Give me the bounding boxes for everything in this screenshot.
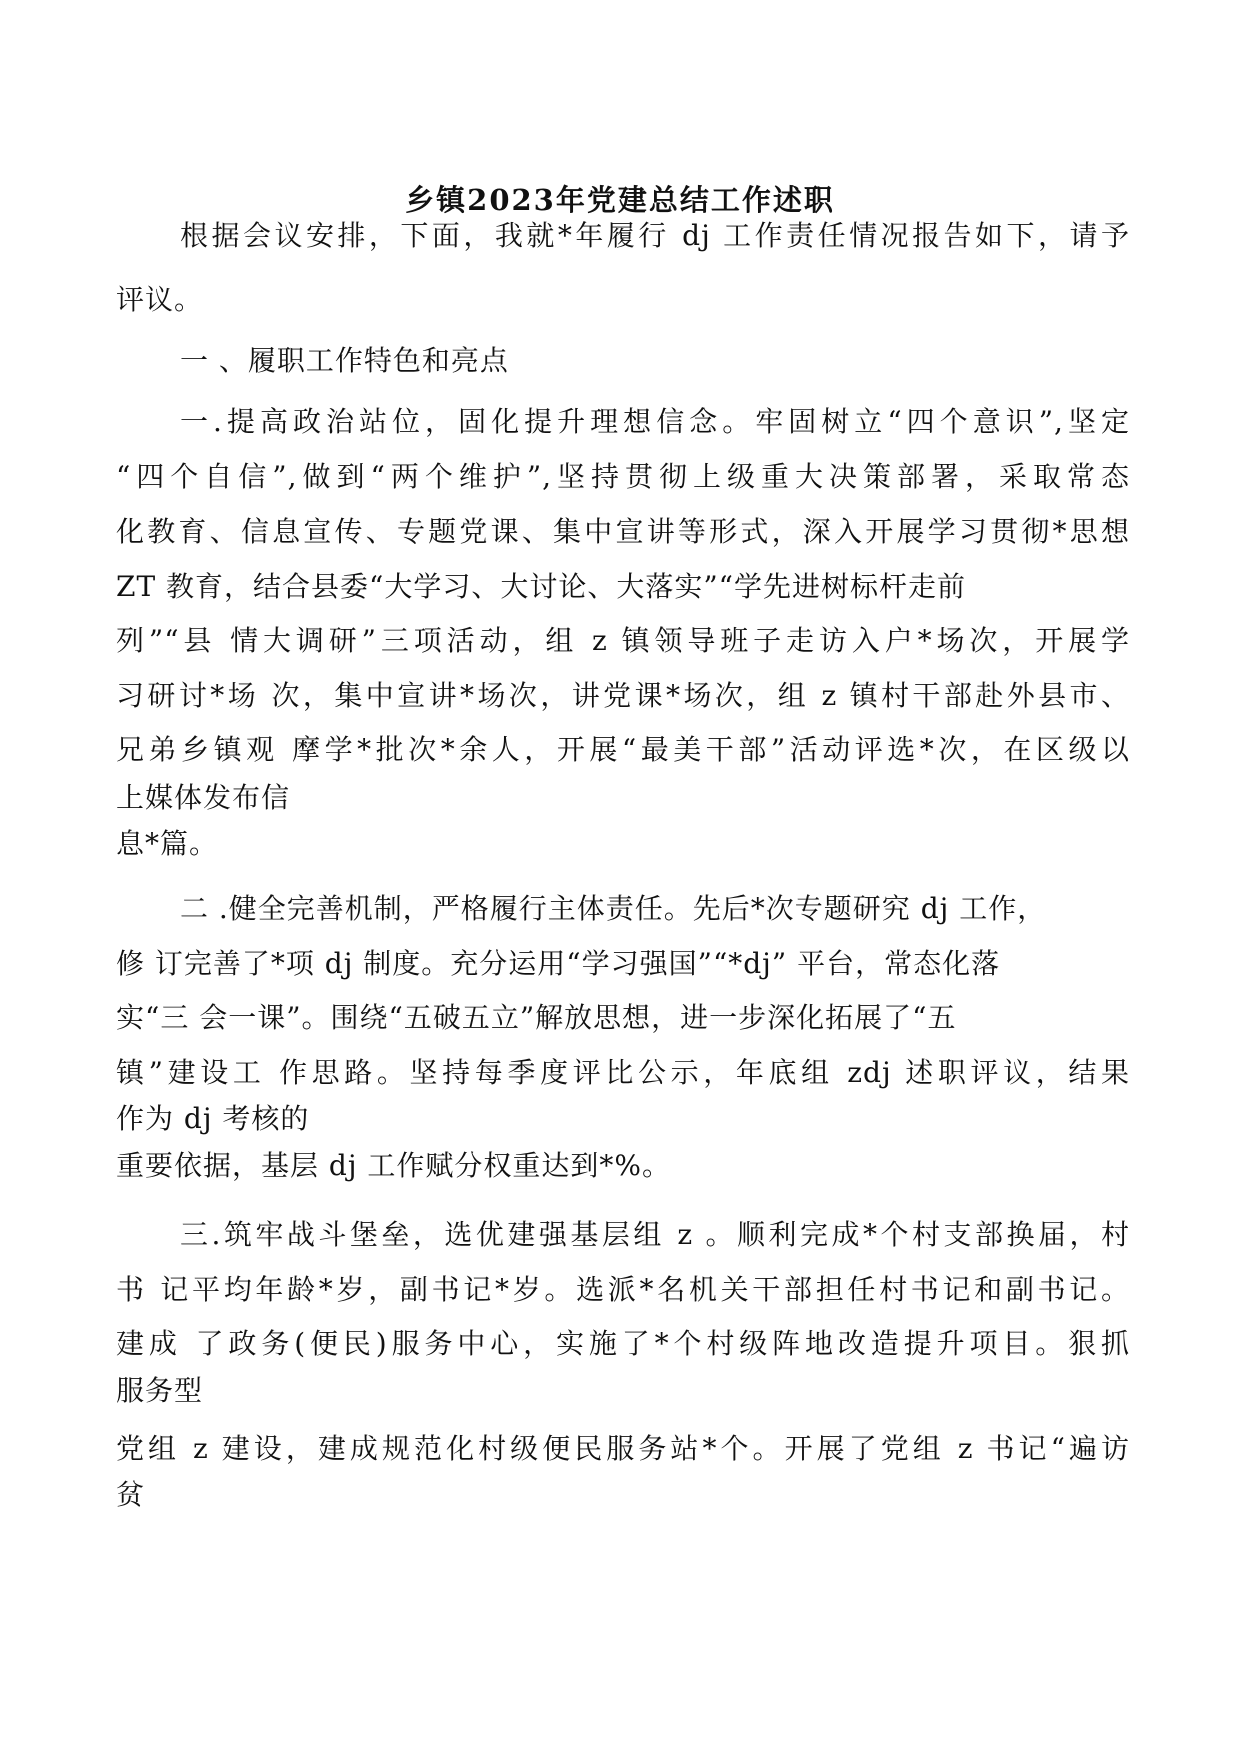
paragraph-line: 镇”建设工 作思路。坚持每季度评比公示，年底组 zdj 述职评议，结果 (116, 1056, 1130, 1089)
paragraph-line: 重要依据，基层 dj 工作赋分权重达到*%。 (116, 1149, 672, 1182)
paragraph-line: 习研讨*场 次，集中宣讲*场次，讲党课*场次，组 z 镇村干部赴外县市、 (116, 679, 1130, 712)
paragraph-line: 一.提高政治站位，固化提升理想信念。牢固树立“四个意识”,坚定 (180, 405, 1130, 438)
paragraph-line: 上媒体发布信 (116, 781, 291, 814)
paragraph-line: 息*篇。 (116, 827, 219, 860)
paragraph-line: 建成 了政务(便民)服务中心，实施了*个村级阵地改造提升项目。狠抓 (116, 1327, 1130, 1360)
paragraph-line: ZT 教育，结合县委“大学习、大讨论、大落实”“学先进树标杆走前 (116, 570, 966, 603)
document-title: 乡镇2023年党建总结工作述职 (405, 183, 835, 217)
paragraph-line: 根据会议安排，下面，我就*年履行 dj 工作责任情况报告如下，请予 (180, 219, 1130, 252)
paragraph-line: 书 记平均年龄*岁，副书记*岁。选派*名机关干部担任村书记和副书记。 (116, 1273, 1130, 1306)
paragraph-line: 三.筑牢战斗堡垒，选优建强基层组 z 。顺利完成*个村支部换届，村 (180, 1218, 1130, 1251)
paragraph-line: 作为 dj 考核的 (116, 1102, 310, 1135)
paragraph-line: 党组 z 建设，建成规范化村级便民服务站*个。开展了党组 z 书记“遍访 (116, 1432, 1130, 1465)
paragraph-line: 修 订完善了*项 dj 制度。充分运用“学习强国”“*dj” 平台，常态化落 (116, 947, 1001, 980)
paragraph-line: 评议。 (116, 283, 204, 316)
paragraph-line: “四个自信”,做到“两个维护”,坚持贯彻上级重大决策部署，采取常态 (116, 460, 1130, 493)
paragraph-line: 化教育、信息宣传、专题党课、集中宣讲等形式，深入开展学习贯彻*思想 (116, 515, 1130, 548)
paragraph-line: 服务型 (116, 1374, 204, 1407)
paragraph-line: 实“三 会一课”。围绕“五破五立”解放思想，进一步深化拓展了“五 (116, 1001, 957, 1034)
paragraph-line: 兄弟乡镇观 摩学*批次*余人，开展“最美干部”活动评选*次，在区级以 (116, 733, 1130, 766)
paragraph-line: 二 .健全完善机制，严格履行主体责任。先后*次专题研究 dj 工作， (180, 892, 1047, 925)
paragraph-line: 贫 (116, 1478, 146, 1511)
paragraph-line: 列”“县 情大调研”三项活动，组 z 镇领导班子走访入户*场次，开展学 (116, 624, 1130, 657)
section-heading: 一 、履职工作特色和亮点 (180, 344, 509, 377)
